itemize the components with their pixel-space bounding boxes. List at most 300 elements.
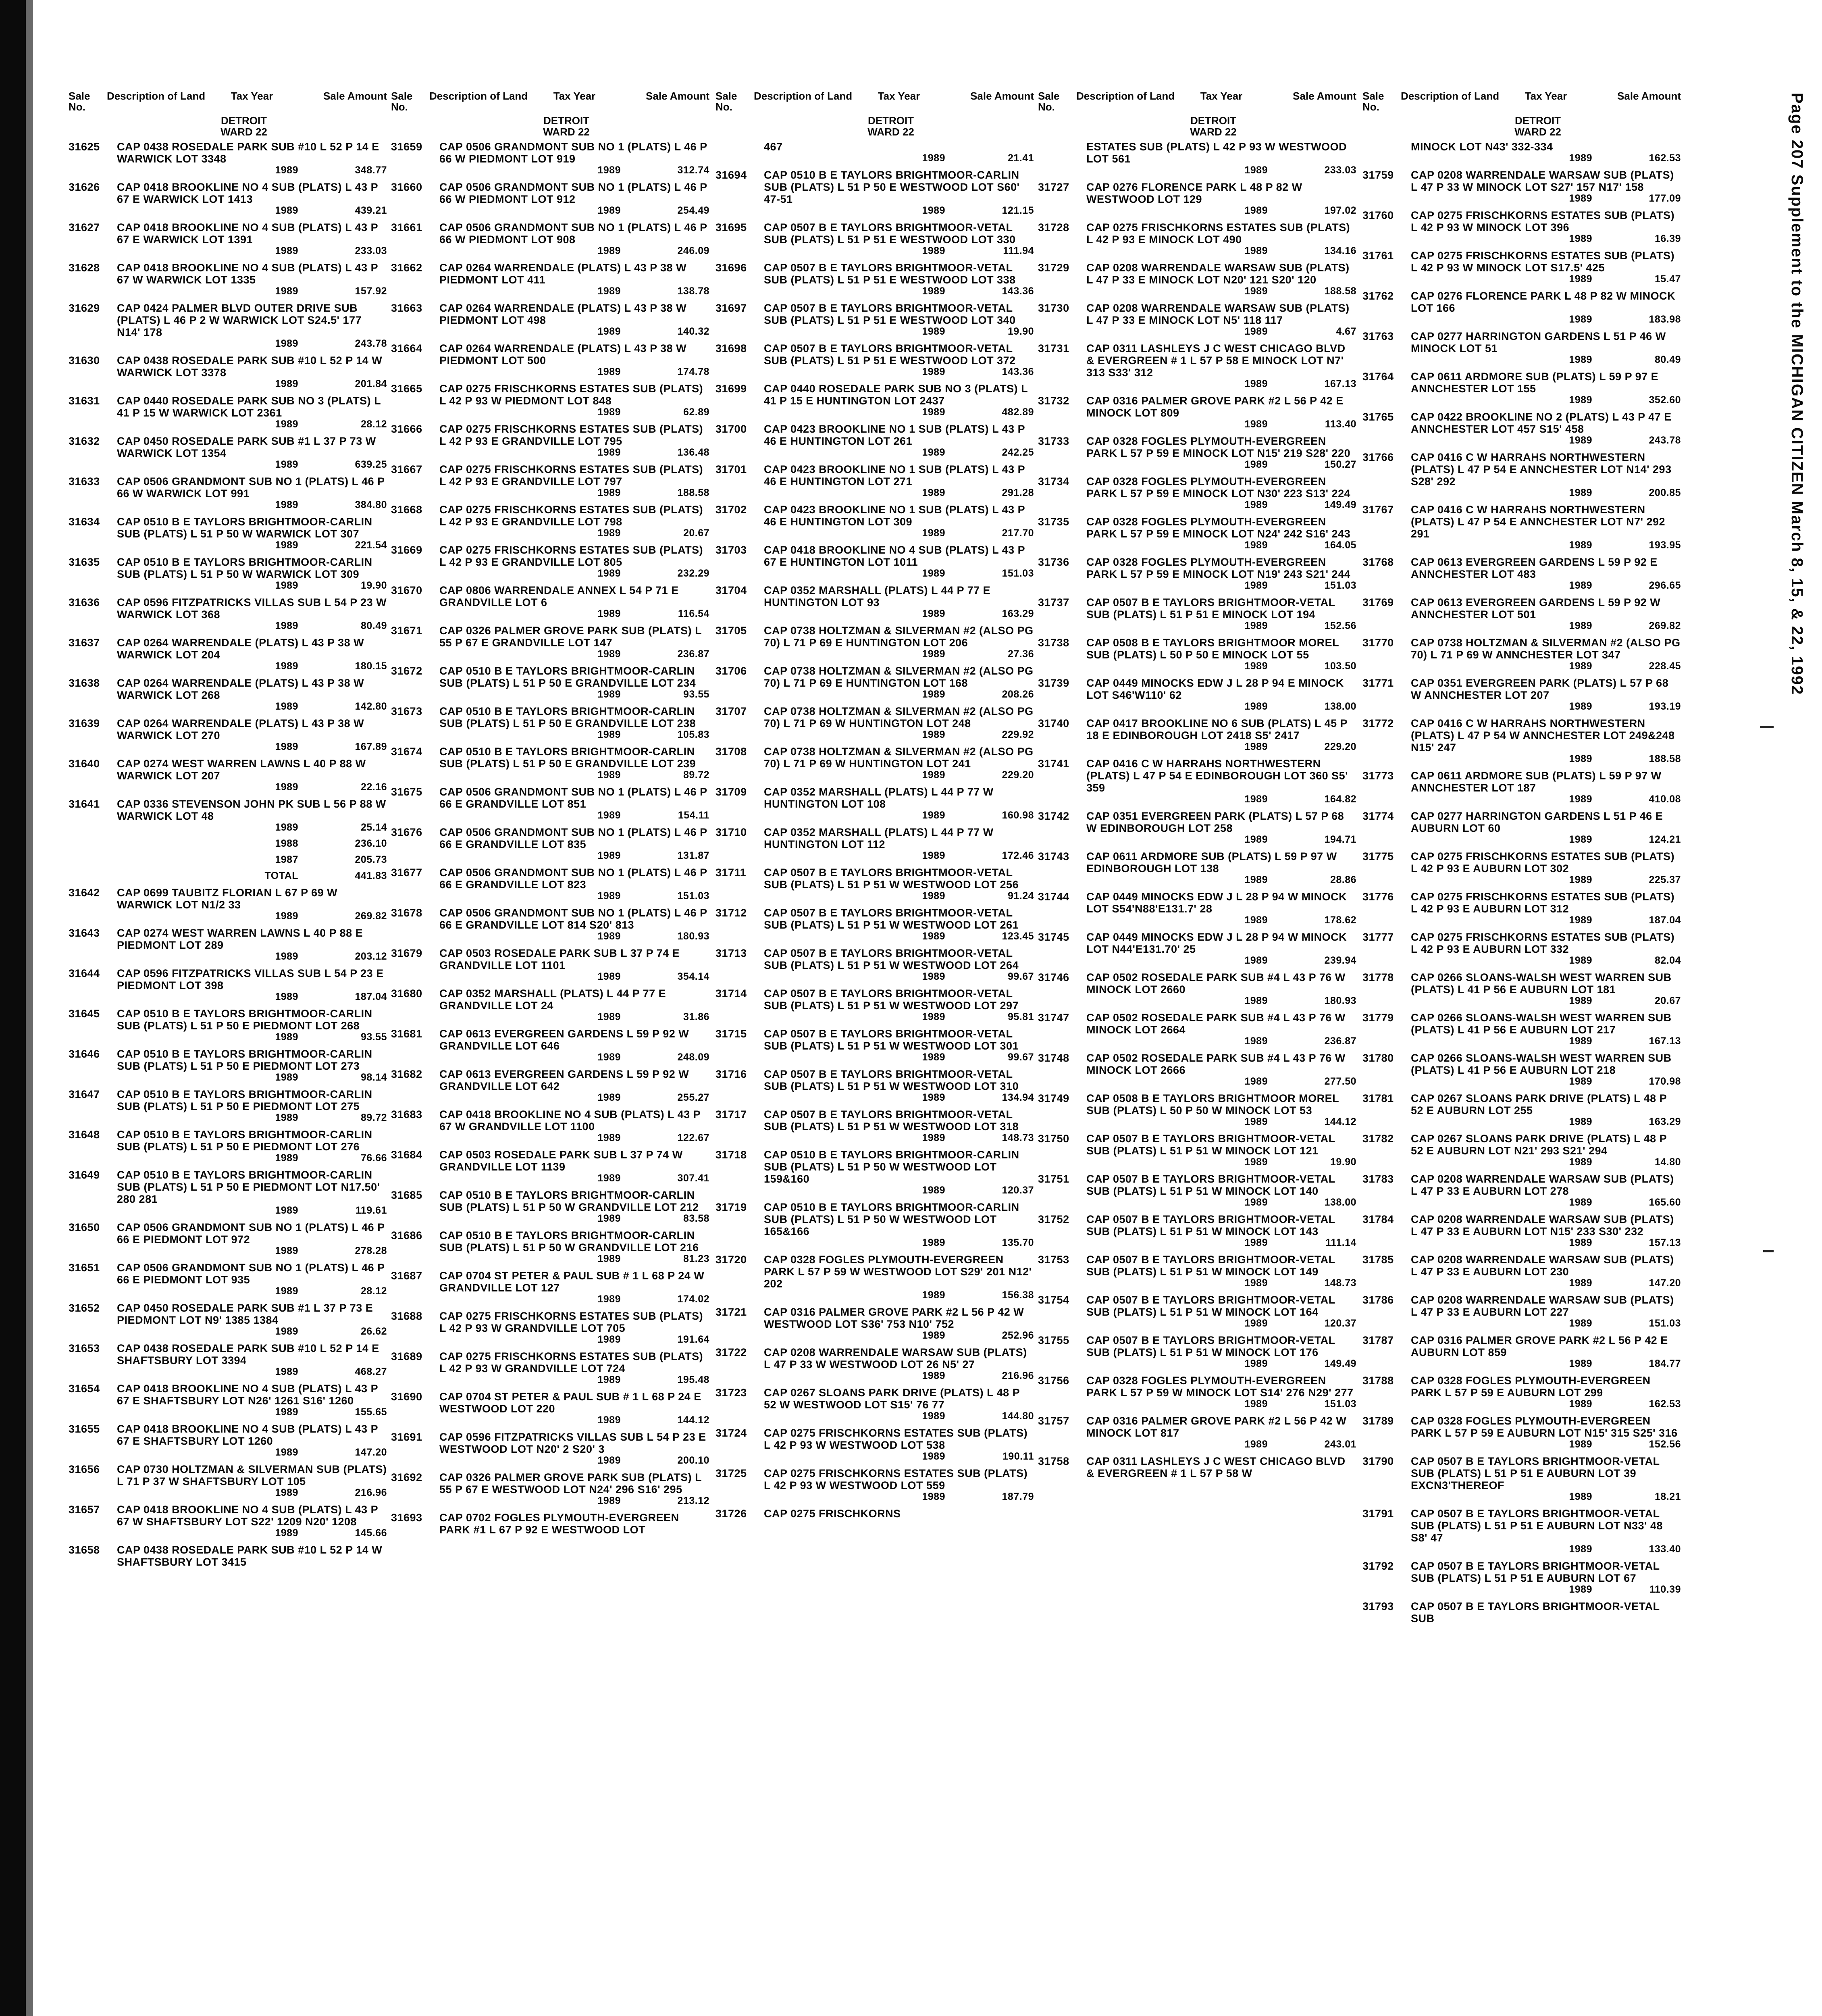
sale-number: 31642 <box>69 887 100 899</box>
lot-description: CAP 0316 PALMER GROVE PARK #2 L 56 P 42 W MINOCK LOT 817 <box>1086 1415 1350 1439</box>
tax-row <box>69 286 387 296</box>
sale-number: 31724 <box>715 1427 747 1439</box>
lot-description: CAP 0328 FOGLES PLYMOUTH-EVERGREEN PARK L 57 P 59 E MINOCK LOT N24' 242 S16' 243 <box>1086 516 1351 540</box>
sale-amount: 142.80 <box>355 701 387 712</box>
tax-year: 1989 <box>1569 701 1592 712</box>
tax-row <box>391 367 709 377</box>
tax-row <box>391 205 709 216</box>
tax-row <box>391 1133 709 1143</box>
sale-number: 31667 <box>391 463 422 475</box>
sale-amount: 269.82 <box>355 910 387 922</box>
sale-number: 31627 <box>69 221 100 233</box>
sale-amount: 154.11 <box>678 810 709 821</box>
list-item <box>391 221 709 256</box>
tax-row <box>1362 701 1681 712</box>
sale-amount: 312.74 <box>677 165 709 176</box>
tax-row <box>1362 274 1681 284</box>
lot-description: CAP 0702 FOGLES PLYMOUTH-EVERGREEN PARK #1 L 67 P 92 E WESTWOOD LOT <box>439 1512 682 1536</box>
sale-amount: 165.60 <box>1649 1197 1681 1208</box>
tax-year: 1989 <box>1569 620 1592 631</box>
tax-year: 1989 <box>275 991 298 1002</box>
sale-number: 31646 <box>69 1048 100 1060</box>
header-sale-amount: Sale Amount <box>1293 90 1356 102</box>
list-item <box>1038 1012 1356 1046</box>
tax-row <box>715 1370 1034 1381</box>
sale-amount: 148.73 <box>1002 1132 1034 1143</box>
lot-description: CAP 0416 C W HARRAHS NORTHWESTERN (PLATS) L 47 P 54 E ANNCHESTER LOT N14' 293 S28' 292 <box>1411 451 1675 487</box>
tax-year: 1989 <box>597 366 621 377</box>
tax-year: 1989 <box>922 152 945 164</box>
sale-number: 31723 <box>715 1387 747 1399</box>
sale-number: 31781 <box>1362 1092 1394 1104</box>
tax-row <box>715 971 1034 982</box>
tax-year: 1989 <box>275 910 298 922</box>
list-item <box>1038 1133 1356 1167</box>
tax-row <box>69 1112 387 1123</box>
tax-year: 1989 <box>1569 314 1592 325</box>
sale-amount: 122.67 <box>677 1132 709 1143</box>
sale-amount: 151.03 <box>1324 580 1356 591</box>
list-item <box>1362 1375 1681 1409</box>
tax-row <box>1038 1197 1356 1208</box>
sale-amount: 468.27 <box>355 1366 387 1377</box>
sale-number: 31664 <box>391 342 422 354</box>
tax-row <box>69 1153 387 1163</box>
tax-year: 1989 <box>922 447 945 458</box>
sale-number: 31675 <box>391 786 422 798</box>
sale-amount: 143.36 <box>1002 285 1034 297</box>
list-item <box>69 758 387 792</box>
tax-year: 1989 <box>922 527 945 539</box>
tax-row <box>69 246 387 256</box>
tax-year: 1989 <box>1569 435 1592 446</box>
sale-amount: 152.56 <box>1649 1439 1681 1450</box>
tax-year: 1989 <box>1244 1076 1268 1087</box>
sale-amount: 193.19 <box>1649 701 1681 712</box>
tax-year: 1989 <box>1569 995 1592 1006</box>
sale-amount: 243.78 <box>1649 435 1681 446</box>
sale-amount: 352.60 <box>1649 394 1681 406</box>
tax-row <box>1038 875 1356 885</box>
list-item <box>715 262 1034 296</box>
sale-number: 31637 <box>69 637 100 649</box>
lot-description: CAP 0507 B E TAYLORS BRIGHTMOOR-VETAL SUB (PLATS) L 51 P 51 W WESTWOOD LOT 264 <box>764 947 1019 971</box>
lot-description: CAP 0316 PALMER GROVE PARK #2 L 56 P 42 E AUBURN LOT 859 <box>1411 1334 1671 1358</box>
lot-description: CAP 0510 B E TAYLORS BRIGHTMOOR-CARLIN SUB (PLATS) L 51 P 50 E GRANDVILLE LOT 234 <box>439 665 698 689</box>
tax-year: 1989 <box>597 245 621 256</box>
list-item <box>1362 971 1681 1006</box>
lot-description: CAP 0507 B E TAYLORS BRIGHTMOOR-VETAL SUB (PLATS) L 51 P 51 W MINOCK LOT 164 <box>1086 1294 1339 1318</box>
tax-row <box>391 1254 709 1264</box>
sale-number: 31786 <box>1362 1294 1394 1306</box>
lot-description: CAP 0738 HOLTZMAN & SILVERMAN #2 (ALSO PG 70) L 71 P 69 E HUNTINGTON LOT 168 <box>764 665 1037 689</box>
tax-row <box>715 1451 1034 1462</box>
header-ward: WARD 22 <box>867 126 914 138</box>
tax-row <box>1362 955 1681 966</box>
sale-number: 31678 <box>391 907 422 919</box>
list-item <box>1038 1092 1356 1127</box>
list-item <box>1038 1254 1356 1288</box>
sale-amount: 217.70 <box>1002 527 1034 539</box>
list-item <box>391 786 709 821</box>
lot-description: CAP 0418 BROOKLINE NO 4 SUB (PLATS) L 43 P 67 W GRANDVILLE LOT 1100 <box>439 1108 704 1133</box>
list-item <box>715 665 1037 700</box>
sale-number: 31657 <box>69 1504 100 1516</box>
sale-amount: 156.38 <box>1002 1289 1034 1301</box>
list-item <box>1362 1092 1681 1127</box>
sale-amount: 157.13 <box>1649 1237 1681 1248</box>
tax-year: 1989 <box>275 1072 298 1083</box>
tax-row <box>1362 314 1681 325</box>
header-sale-no: Sale No. <box>1362 90 1384 113</box>
sale-number: 31645 <box>69 1008 100 1020</box>
tax-row <box>1038 1116 1356 1127</box>
sale-amount: 236.10 <box>355 838 387 849</box>
sale-number: 31626 <box>69 181 100 193</box>
tax-row <box>715 1330 1034 1341</box>
tax-year: 1989 <box>922 689 945 700</box>
list-item <box>1362 677 1681 712</box>
sale-amount: 228.45 <box>1649 660 1681 672</box>
tax-row <box>1362 1544 1681 1554</box>
lot-description: CAP 0275 FRISCHKORNS ESTATES SUB (PLATS) L 42 P 93 W MINOCK LOT 396 <box>1411 209 1678 233</box>
lot-description: CAP 0311 LASHLEYS J C WEST CHICAGO BLVD & EVERGREEN # 1 L 57 P 58 W <box>1086 1455 1349 1479</box>
sale-number: 31763 <box>1362 330 1394 342</box>
list-item <box>391 1108 709 1143</box>
tax-year: 1989 <box>1569 914 1592 926</box>
sale-amount: 135.70 <box>1002 1237 1034 1248</box>
sale-number: 31673 <box>391 705 422 717</box>
tax-year: 1989 <box>275 1527 298 1539</box>
list-item <box>715 221 1034 256</box>
sale-number: 31662 <box>391 262 422 274</box>
list-item <box>391 584 709 619</box>
lot-description: CAP 0507 B E TAYLORS BRIGHTMOOR-VETAL SUB (PLATS) L 51 P 51 W MINOCK LOT 176 <box>1086 1334 1339 1358</box>
sale-amount: 147.20 <box>1649 1277 1681 1289</box>
tax-row <box>1038 1439 1356 1450</box>
list-item <box>1362 1052 1681 1087</box>
sale-amount: 148.73 <box>1324 1277 1356 1289</box>
lot-description: CAP 0418 BROOKLINE NO 4 SUB (PLATS) L 43 P 67 E SHAFTSBURY LOT 1260 <box>117 1423 381 1447</box>
sale-number: 31778 <box>1362 971 1394 983</box>
sale-amount: 120.37 <box>1324 1318 1356 1329</box>
sale-amount: 151.03 <box>1649 1318 1681 1329</box>
list-item <box>715 786 1034 821</box>
tax-row <box>391 850 709 861</box>
lot-description: CAP 0276 FLORENCE PARK L 48 P 82 W WESTWOOD LOT 129 <box>1086 181 1306 205</box>
tax-year: 1989 <box>275 245 298 256</box>
sale-number: 31769 <box>1362 596 1394 608</box>
lot-description: CAP 0352 MARSHALL (PLATS) L 44 P 77 E GRANDVILLE LOT 24 <box>439 987 670 1012</box>
header-tax-year: Tax Year <box>1525 90 1567 102</box>
tax-year: 1989 <box>275 338 298 349</box>
list-item <box>1362 770 1681 804</box>
tax-row <box>391 1092 709 1103</box>
sale-amount: 119.61 <box>355 1205 387 1216</box>
list-item <box>1038 677 1356 712</box>
tax-year: 1989 <box>922 487 945 498</box>
list-item <box>1038 1173 1356 1208</box>
sale-number: 31722 <box>715 1346 747 1358</box>
tax-year: 1989 <box>1244 1116 1268 1127</box>
sale-number: 31632 <box>69 435 100 447</box>
list-item <box>1038 810 1356 845</box>
sale-amount: 170.98 <box>1649 1076 1681 1087</box>
tax-year: 1989 <box>1569 354 1592 365</box>
sale-number: 31765 <box>1362 411 1394 423</box>
lot-description: CAP 0738 HOLTZMAN & SILVERMAN #2 (ALSO PG 70) L 71 P 69 W ANNCHESTER LOT 347 <box>1411 637 1684 661</box>
tax-year: 1989 <box>597 850 621 861</box>
lot-description: CAP 0328 FOGLES PLYMOUTH-EVERGREEN PARK L 57 P 59 W WESTWOOD LOT S29' 201 N12' 202 <box>764 1254 1035 1290</box>
sale-number: 31689 <box>391 1350 422 1362</box>
tax-row <box>1362 915 1681 925</box>
lot-description: CAP 0510 B E TAYLORS BRIGHTMOOR-CARLIN SUB (PLATS) L 51 P 50 W GRANDVILLE LOT 216 <box>439 1229 699 1254</box>
lot-description: CAP 0507 B E TAYLORS BRIGHTMOOR-VETAL SUB (PLATS) L 51 P 51 W MINOCK LOT 140 <box>1086 1173 1339 1197</box>
tax-year: 1989 <box>275 1487 298 1498</box>
tax-year: 1989 <box>1569 1076 1592 1087</box>
tax-row <box>1362 794 1681 804</box>
sale-amount: 19.90 <box>1007 326 1034 337</box>
sale-amount: 354.14 <box>677 971 709 982</box>
tax-row <box>69 951 387 962</box>
tax-year: 1989 <box>1569 1439 1592 1450</box>
sale-number: 31788 <box>1362 1375 1394 1387</box>
tax-row <box>69 782 387 792</box>
sale-amount: 213.12 <box>677 1495 709 1506</box>
sale-amount: 195.48 <box>677 1374 709 1385</box>
sale-amount: 482.89 <box>1002 406 1034 418</box>
sale-amount: 180.15 <box>355 660 387 672</box>
tax-year: 1989 <box>597 648 621 660</box>
tax-year: 1989 <box>597 1374 621 1385</box>
tax-year: 1989 <box>1244 1237 1268 1248</box>
tax-year: 1989 <box>922 326 945 337</box>
tax-row <box>1362 233 1681 244</box>
lot-description: CAP 0611 ARDMORE SUB (PLATS) L 59 P 97 E ANNCHESTER LOT 155 <box>1411 371 1662 395</box>
tax-year: 1989 <box>275 580 298 591</box>
lot-description: CAP 0423 BROOKLINE NO 1 SUB (PLATS) L 43 P 46 E HUNTINGTON LOT 309 <box>764 504 1028 528</box>
tax-year: 1989 <box>922 1185 945 1196</box>
tax-year: 1989 <box>1244 793 1268 805</box>
list-item <box>1038 1455 1356 1479</box>
tax-year: 1989 <box>1569 193 1592 204</box>
tax-row <box>391 931 709 941</box>
lot-description: CAP 0208 WARRENDALE WARSAW SUB (PLATS) L 47 P 33 E MINOCK LOT N5' 118 117 <box>1086 302 1353 326</box>
tax-year: 1989 <box>1569 1358 1592 1369</box>
tax-row <box>715 205 1034 216</box>
sale-number: 31674 <box>391 746 422 758</box>
sale-number: 31677 <box>391 866 422 879</box>
list-item <box>391 423 709 458</box>
lot-description: CAP 0508 B E TAYLORS BRIGHTMOOR MOREL SUB (PLATS) L 50 P 50 E MINOCK LOT 55 <box>1086 637 1342 661</box>
lot-description: CAP 0422 BROOKLINE NO 2 (PLATS) L 43 P 47 E ANNCHESTER LOT 457 S15' 458 <box>1411 411 1674 435</box>
tax-row <box>715 729 1034 740</box>
tax-year: 1989 <box>1569 1398 1592 1410</box>
tax-row <box>69 854 387 865</box>
sale-number: 31741 <box>1038 758 1069 770</box>
sale-number: 31701 <box>715 463 747 475</box>
tax-row <box>69 1072 387 1083</box>
list-item <box>1038 342 1356 389</box>
sale-amount: 93.55 <box>683 689 709 700</box>
list-item <box>69 516 387 550</box>
sale-number: 31635 <box>69 556 100 568</box>
tax-year: 1989 <box>275 701 298 712</box>
lot-description: CAP 0508 B E TAYLORS BRIGHTMOOR MOREL SUB (PLATS) L 50 P 50 W MINOCK LOT 53 <box>1086 1092 1342 1116</box>
sale-amount: 19.90 <box>360 580 387 591</box>
sale-amount: 278.28 <box>355 1245 387 1256</box>
sale-amount: 254.49 <box>677 205 709 216</box>
lot-description: CAP 0510 B E TAYLORS BRIGHTMOOR-CARLIN SUB (PLATS) L 51 P 50 W WARWICK LOT 307 <box>117 516 376 540</box>
lot-description: CAP 0450 ROSEDALE PARK SUB #1 L 37 P 73 E PIEDMONT LOT N9' 1385 1384 <box>117 1302 376 1326</box>
tax-year: 1989 <box>275 1447 298 1458</box>
lot-description: CAP 0275 FRISCHKORNS ESTATES SUB (PLATS) L 42 P 93 E AUBURN LOT 302 <box>1411 850 1678 875</box>
sale-amount: 82.04 <box>1654 955 1681 966</box>
header-sale-no: Sale No. <box>69 90 90 113</box>
tax-row <box>69 1326 387 1337</box>
sale-number: 31747 <box>1038 1012 1069 1024</box>
tax-year: 1989 <box>275 378 298 389</box>
sale-amount: 91.24 <box>1007 890 1034 902</box>
sale-number: 31686 <box>391 1229 422 1241</box>
tax-year: 1989 <box>922 1011 945 1023</box>
list-item <box>1362 1508 1681 1554</box>
sale-amount: 144.80 <box>1002 1410 1034 1422</box>
tax-year: 1989 <box>922 1289 945 1301</box>
sale-amount: 164.82 <box>1324 793 1356 805</box>
lot-description: CAP 0704 ST PETER & PAUL SUB # 1 L 68 P 24 E WESTWOOD LOT 220 <box>439 1391 705 1415</box>
sale-amount: 216.96 <box>1002 1370 1034 1381</box>
list-item <box>391 1391 709 1425</box>
sale-number: 31666 <box>391 423 422 435</box>
tax-year: 1989 <box>597 205 621 216</box>
tax-year: 1989 <box>275 1285 298 1297</box>
sale-amount: 28.86 <box>1330 874 1356 885</box>
lot-description: CAP 0506 GRANDMONT SUB NO 1 (PLATS) L 46 P 66 W PIEDMONT LOT 908 <box>439 221 711 246</box>
tax-row <box>391 1495 709 1506</box>
tax-row <box>391 165 709 175</box>
list-item <box>1362 1012 1681 1046</box>
sale-number: 31669 <box>391 544 422 556</box>
list-item <box>391 302 709 337</box>
tax-row <box>1038 621 1356 631</box>
tax-row <box>69 1366 387 1377</box>
tax-row <box>1038 741 1356 752</box>
sale-number: 31694 <box>715 169 747 181</box>
tax-year: 1989 <box>1244 245 1268 256</box>
tax-year: 1989 <box>597 1213 621 1224</box>
sale-number: 31770 <box>1362 637 1394 649</box>
header-tax-year: Tax Year <box>553 90 596 102</box>
lot-description: CAP 0510 B E TAYLORS BRIGHTMOOR-CARLIN SUB (PLATS) L 51 P 50 E WESTWOOD LOT S60' 47-51 <box>764 169 1023 205</box>
tax-row <box>391 891 709 901</box>
header-city: DETROIT <box>220 115 267 127</box>
lot-description: CAP 0613 EVERGREEN GARDENS L 59 P 92 W GRANDVILLE LOT 642 <box>439 1068 693 1092</box>
sale-number: 31651 <box>69 1262 100 1274</box>
tax-row <box>391 1334 709 1345</box>
tax-year: 1989 <box>1569 1277 1592 1289</box>
sale-number: 31710 <box>715 826 747 838</box>
tax-row <box>69 661 387 671</box>
lot-description: CAP 0507 B E TAYLORS BRIGHTMOOR-VETAL SUB (PLATS) L 51 P 51 E WESTWOOD LOT 340 <box>764 302 1016 326</box>
lot-description: CAP 0507 B E TAYLORS BRIGHTMOOR-VETAL SUB (PLATS) L 51 P 51 W WESTWOOD LOT 318 <box>764 1108 1019 1133</box>
tax-row <box>69 911 387 921</box>
lot-description: CAP 0506 GRANDMONT SUB NO 1 (PLATS) L 46 P 66 W PIEDMONT LOT 919 <box>439 141 711 165</box>
sale-number: 31693 <box>391 1512 422 1524</box>
sale-amount: 178.62 <box>1324 914 1356 926</box>
lot-description: CAP 0352 MARSHALL (PLATS) L 44 P 77 W HUNTINGTON LOT 112 <box>764 826 997 850</box>
tax-row <box>391 568 709 579</box>
sale-number: 31663 <box>391 302 422 314</box>
column-1 <box>69 90 390 1574</box>
header-description: Description of Land <box>754 90 853 102</box>
lot-description: CAP 0507 B E TAYLORS BRIGHTMOOR-VETAL SUB (PLATS) L 51 P 51 E AUBURN LOT 39 EXCN3'THEREOF <box>1411 1455 1663 1491</box>
sale-amount: 639.25 <box>355 459 387 470</box>
sale-number: 31705 <box>715 625 747 637</box>
tax-year: 1989 <box>1244 205 1268 216</box>
lot-description: CAP 0266 SLOANS-WALSH WEST WARREN SUB (PLATS) L 41 P 56 E AUBURN LOT 217 <box>1411 1012 1675 1036</box>
header-tax-year: Tax Year <box>231 90 273 102</box>
header-ward: WARD 22 <box>543 126 590 138</box>
tax-year: 1989 <box>1569 1116 1592 1127</box>
list-item <box>1362 556 1681 591</box>
sale-amount: 27.36 <box>1007 648 1034 660</box>
tax-row <box>1038 1358 1356 1369</box>
tax-row <box>1038 661 1356 671</box>
tax-row <box>715 649 1034 659</box>
lot-description: CAP 0275 FRISCHKORNS ESTATES SUB (PLATS) L 42 P 93 E GRANDVILLE LOT 805 <box>439 544 707 568</box>
tax-year: 1989 <box>1244 1035 1268 1047</box>
header-city: DETROIT <box>867 115 914 127</box>
sale-number: 31659 <box>391 141 422 153</box>
list-item <box>715 544 1034 579</box>
lot-description: CAP 0275 FRISCHKORNS ESTATES SUB (PLATS) L 42 P 93 E AUBURN LOT 312 <box>1411 891 1678 915</box>
list-item <box>1362 209 1681 244</box>
tax-year: 1987 <box>275 854 298 865</box>
sale-amount: 89.72 <box>683 769 709 781</box>
sale-amount: 410.08 <box>1649 793 1681 805</box>
sale-amount: 180.93 <box>677 931 709 942</box>
tax-year: 1989 <box>597 1455 621 1466</box>
list-item <box>1362 371 1681 405</box>
tax-row <box>391 729 709 740</box>
sale-amount: 93.55 <box>360 1031 387 1043</box>
tax-year: 1989 <box>275 1031 298 1043</box>
sale-number: 31750 <box>1038 1133 1069 1145</box>
list-item <box>391 705 709 740</box>
sale-amount: 177.09 <box>1649 193 1681 204</box>
list-item <box>1038 1052 1356 1087</box>
header-description: Description of Land <box>1076 90 1175 102</box>
list-item <box>715 383 1034 417</box>
tax-row <box>1038 834 1356 845</box>
tax-row <box>1362 580 1681 591</box>
sale-amount: 20.67 <box>1654 995 1681 1006</box>
list-item <box>391 1068 709 1103</box>
tax-year: 1989 <box>275 1406 298 1418</box>
tax-row <box>1038 1157 1356 1167</box>
header-city: DETROIT <box>1514 115 1561 127</box>
list-item <box>1038 556 1356 591</box>
sale-number: 31699 <box>715 383 747 395</box>
list-item <box>1362 411 1681 446</box>
tax-year: 1989 <box>275 1205 298 1216</box>
lot-description: CAP 0418 BROOKLINE NO 4 SUB (PLATS) L 43 P 67 E HUNTINGTON LOT 1011 <box>764 544 1028 568</box>
sale-amount: 291.28 <box>1002 487 1034 498</box>
sale-number: 31720 <box>715 1254 747 1266</box>
sale-amount: 16.39 <box>1654 233 1681 244</box>
list-item <box>1038 758 1356 804</box>
